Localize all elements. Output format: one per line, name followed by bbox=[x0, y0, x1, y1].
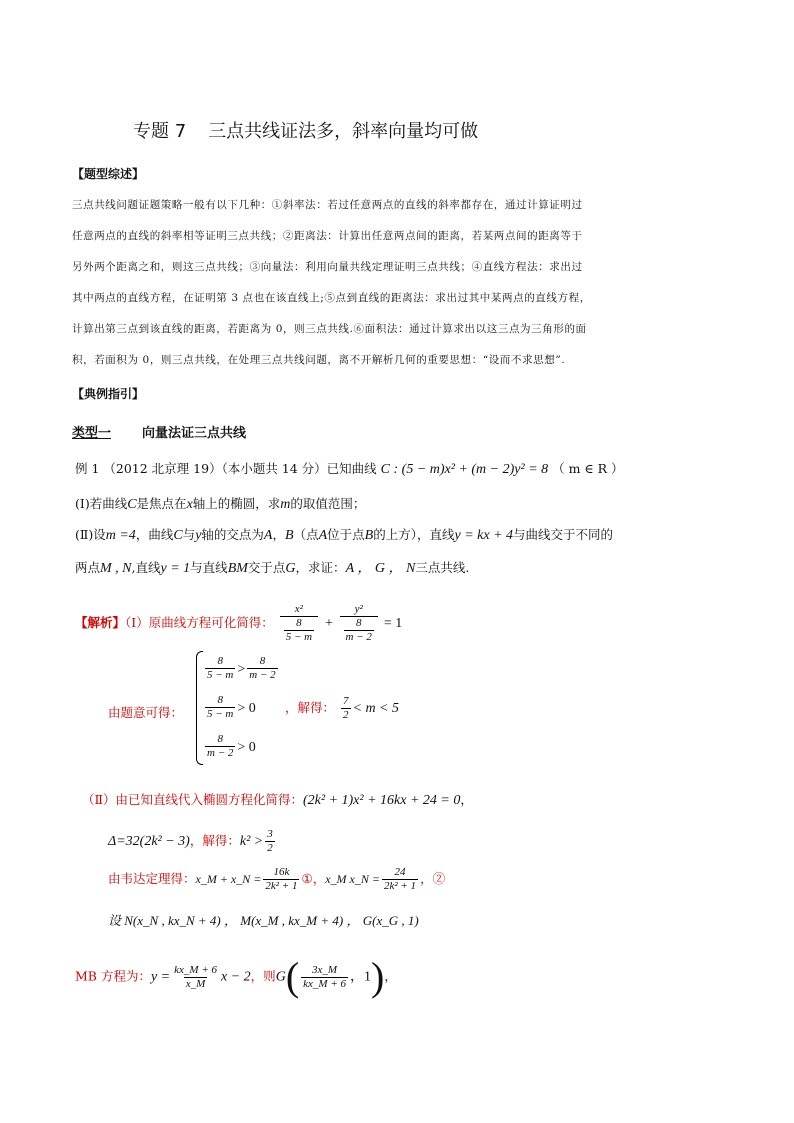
math-var: G bbox=[285, 561, 296, 576]
text-run: 的上方），直线 bbox=[373, 527, 455, 542]
marker: ，② bbox=[420, 871, 446, 886]
denominator bbox=[280, 616, 318, 644]
denominator: kx_M + 6 bbox=[303, 977, 346, 990]
math-var: C bbox=[127, 497, 137, 512]
text-run: 交于点 bbox=[247, 560, 286, 575]
numerator: 8 bbox=[217, 694, 223, 706]
solve-text: ，解得： bbox=[285, 700, 336, 715]
math-expr: m =4 bbox=[105, 528, 136, 543]
text-run: 与曲线交于不同的 bbox=[513, 527, 614, 542]
fraction bbox=[263, 866, 299, 893]
system-result bbox=[285, 695, 399, 722]
vieta-text: 由韦达定理得： bbox=[108, 871, 196, 886]
denominator: 5 − m bbox=[207, 669, 234, 681]
math-var: B bbox=[364, 528, 374, 543]
fraction bbox=[340, 603, 378, 644]
numerator: x² bbox=[294, 603, 303, 615]
denominator: 2 bbox=[343, 709, 349, 721]
quadratic-equation: (2k² + 1)x² + 16kx + 24 = 0 bbox=[303, 793, 461, 808]
fraction bbox=[280, 603, 318, 644]
fraction bbox=[205, 694, 235, 721]
denominator: 2k² + 1 bbox=[383, 880, 417, 892]
text-run: 三点共线. bbox=[415, 560, 470, 575]
point-G: G bbox=[275, 969, 286, 985]
denominator: m − 2 bbox=[345, 631, 372, 643]
system-row-3 bbox=[203, 733, 256, 760]
numerator: y² bbox=[354, 603, 363, 615]
math-var: A bbox=[263, 528, 273, 543]
solution-step1: 【解析】（Ⅰ）原曲线方程可化简得： $\frac{\text{x²}}{\frac{8}{5 - m}}$ + $\frac{\text{y²}}{\frac{8}{m - 2}}$ = 1 bbox=[75, 603, 403, 643]
example1-part1 bbox=[75, 494, 365, 513]
text-run: ， bbox=[272, 527, 285, 542]
text-run: ，曲线 bbox=[135, 527, 174, 542]
type1-title: 向量法证三点共线 bbox=[142, 426, 247, 441]
inequality: < m < 5 bbox=[352, 701, 400, 716]
overview-line: 其中两点的直线方程，在证明第 3 点也在该直线上;⑤点到直线的距离法：求出过其中某两点的直线方程， bbox=[72, 292, 591, 304]
text-run: 轴的交点为 bbox=[201, 527, 264, 542]
linear-term: x − 2 bbox=[221, 969, 251, 985]
page-title bbox=[133, 117, 478, 143]
numerator: 7 bbox=[343, 695, 349, 707]
math-var: BM bbox=[227, 561, 248, 576]
g-y-coordinate: ，1 bbox=[350, 969, 371, 985]
solve-text: ，解得： bbox=[189, 833, 240, 848]
solution-tag: 【解析】 bbox=[75, 615, 126, 630]
math-var: A bbox=[318, 528, 328, 543]
set-points: 设 N(x_N , kx_N + 4) ， M(x_M , kx_M + 4) ， G(x_G , 1) bbox=[108, 913, 419, 928]
denominator: 5 − m bbox=[207, 708, 234, 720]
overview-line: 三点共线问题证题策略一般有以下几种：①斜率法：若过任意两点的直线的斜率都存在，通过计算证明过 bbox=[72, 199, 583, 211]
text-run: 的取值范围； bbox=[290, 496, 366, 511]
denominator bbox=[340, 616, 378, 644]
then-text: ，则 bbox=[250, 968, 276, 984]
mb-text: MB 方程为： bbox=[75, 968, 151, 984]
delta-line bbox=[108, 828, 277, 855]
text-run: 是焦点在 bbox=[136, 496, 187, 511]
overview-line: 积，若面积为 0，则三点共线，在处理三点共线问题，离不开解析几何的重要思想：“设而不求思想”. bbox=[72, 354, 566, 366]
system-brace bbox=[196, 651, 203, 765]
math-expr: y = kx + 4 bbox=[454, 528, 514, 543]
vieta-line bbox=[108, 866, 445, 893]
math-expr: A ， G ， N bbox=[345, 561, 416, 576]
example1-equation: C : (5 − m)x² + (m − 2)y² = 8 bbox=[380, 462, 549, 477]
denominator: 5 − m bbox=[285, 631, 313, 643]
numerator: 16k bbox=[273, 866, 290, 878]
denominator: m − 2 bbox=[249, 669, 276, 681]
numerator: 8 bbox=[355, 617, 362, 629]
text-run: 轴上的椭圆，求 bbox=[192, 496, 281, 511]
numerator: 8 bbox=[217, 655, 223, 667]
math-expr: M , N bbox=[100, 561, 132, 576]
overview-paragraph bbox=[72, 190, 591, 376]
numerator: 8 bbox=[259, 655, 266, 667]
solution-step3 bbox=[82, 790, 473, 809]
inequality: k² > bbox=[239, 834, 264, 849]
text-run: 位于点 bbox=[327, 527, 365, 542]
text-run: 两点 bbox=[75, 560, 101, 575]
punct: ， bbox=[460, 792, 473, 807]
text-run: 与 bbox=[182, 527, 196, 542]
mb-equation-line: MB 方程为：y = $\frac{kx\_M + 6}{x\_M}$ x − 2，则G( $\frac{3x\_M}{kx\_M + 6}$ ，1)， bbox=[75, 954, 397, 999]
numerator: 24 bbox=[394, 866, 406, 878]
product-lhs: x_M x_N = bbox=[325, 872, 380, 886]
overview-line: 任意两点的直线的斜率相等证明三点共线；②距离法：计算出任意两点间的距离，若某两点间的距离等于 bbox=[72, 230, 583, 242]
fraction bbox=[172, 964, 219, 991]
operator: > 0 bbox=[237, 701, 256, 716]
numerator: 3 bbox=[267, 828, 273, 840]
title-topic-text: 三点共线证法多，斜率向量均可做 bbox=[208, 121, 479, 142]
numerator: 8 bbox=[217, 733, 223, 745]
overview-line: 另外两个距离之和，则这三点共线；③向量法：利用向量共线定理证明三点共线；④直线方程法：求出过 bbox=[72, 261, 583, 273]
text-run: （点 bbox=[293, 527, 319, 542]
math-var: C bbox=[173, 528, 183, 543]
overview-header: 【题型综述】 bbox=[72, 167, 145, 181]
equals-one: = 1 bbox=[383, 616, 403, 631]
operator: > 0 bbox=[237, 740, 256, 755]
marker: ①， bbox=[301, 871, 326, 886]
math-expr: y = 1 bbox=[160, 561, 191, 576]
set-points-line bbox=[108, 910, 419, 929]
solution-step2-text: 由题意可得： bbox=[108, 705, 184, 720]
denominator: 2 bbox=[267, 842, 273, 854]
fraction bbox=[382, 866, 418, 893]
discriminant: Δ=32(2k² − 3) bbox=[108, 834, 190, 849]
fraction bbox=[205, 655, 235, 682]
title-topic-number: 专题 7 bbox=[133, 121, 187, 142]
text-run: ，求证： bbox=[295, 560, 346, 575]
example1-prefix: 例 1 （2012 北京理 19）（本小题共 14 分）已知曲线 bbox=[75, 461, 377, 476]
fraction bbox=[301, 964, 348, 991]
y-equals: y = bbox=[150, 969, 171, 985]
example1-condition: （ m ∈ R ） bbox=[552, 461, 624, 476]
math-var: m bbox=[280, 497, 291, 512]
example1-part2-line2 bbox=[75, 557, 469, 577]
solution-step1-text: （Ⅰ）原曲线方程可化简得： bbox=[125, 615, 274, 630]
overview-line: 计算出第三点到该直线的距离，若距离为 0，则三点共线.⑥面积法：通过计算求出以这三点为三角形的面 bbox=[72, 323, 587, 335]
punct: ， bbox=[384, 968, 397, 984]
text-run: 与直线 bbox=[190, 560, 228, 575]
text-run: ,直线 bbox=[131, 560, 161, 575]
operator: > bbox=[237, 662, 246, 677]
numerator: 3x_M bbox=[312, 963, 338, 976]
denominator: m − 2 bbox=[207, 747, 234, 759]
numerator: 8 bbox=[296, 617, 302, 629]
math-var: B bbox=[285, 528, 294, 543]
numerator: kx_M + 6 bbox=[174, 963, 217, 976]
example1-statement bbox=[75, 459, 624, 478]
text-run: (Ⅱ)设 bbox=[75, 527, 106, 542]
fraction bbox=[341, 695, 351, 722]
sum-lhs: x_M + x_N = bbox=[195, 872, 262, 886]
text-run: (Ⅰ)若曲线 bbox=[75, 496, 128, 511]
fraction bbox=[265, 828, 275, 855]
math-var: x bbox=[186, 497, 193, 512]
example-header: 【典例指引】 bbox=[72, 387, 145, 401]
denominator: 2k² + 1 bbox=[265, 880, 298, 892]
math-var: y bbox=[195, 528, 202, 543]
denominator: x_M bbox=[185, 977, 206, 990]
fraction bbox=[247, 655, 277, 682]
system-row-1 bbox=[203, 655, 280, 682]
fraction bbox=[205, 733, 235, 760]
example1-part2-line1 bbox=[75, 525, 613, 544]
type1-label: 类型一 bbox=[72, 426, 112, 441]
system-row-2 bbox=[203, 694, 256, 721]
step3-text: （Ⅱ）由已知直线代入椭圆方程化简得： bbox=[82, 792, 303, 807]
